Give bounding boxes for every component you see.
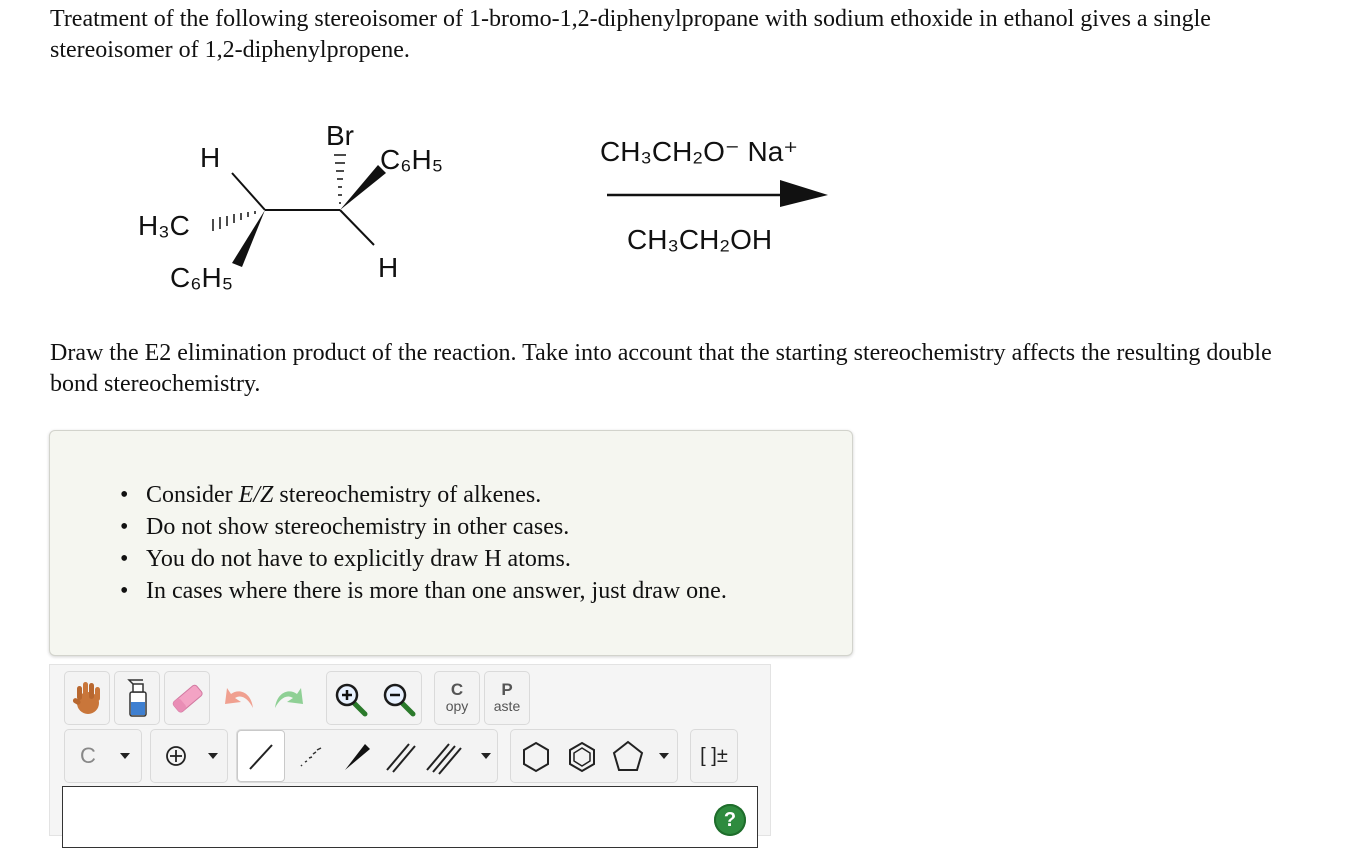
question-instruction: Draw the E2 elimination product of the reaction. Take into account that the starting stereochemistry affects the resulting double bond stereochemistry.	[50, 340, 1272, 397]
reagent-above: CH₃CH₂O⁻ Na⁺	[600, 136, 799, 167]
wedge-bond-icon[interactable]	[333, 730, 379, 782]
bond-h-left	[232, 173, 265, 210]
clear-tool-button[interactable]	[114, 671, 160, 725]
molecule-editor	[49, 664, 771, 836]
eraser-icon	[165, 672, 211, 726]
atom-tool[interactable]: C	[80, 743, 96, 768]
bond-h-right	[340, 210, 374, 245]
atom-br: Br	[326, 120, 354, 151]
hint-item: • You do not have to explicitly draw H atoms.	[146, 543, 727, 575]
zoom-out-icon[interactable]	[375, 672, 421, 724]
hint-list	[146, 479, 727, 607]
hashed-wedge-methyl	[213, 211, 255, 231]
hint-item: • In cases where there is more than one answer, just draw one.	[146, 575, 727, 607]
move-tool-button[interactable]	[64, 671, 110, 725]
cyclopentane-icon[interactable]	[603, 730, 649, 782]
reagent-below: CH₃CH₂OH	[627, 224, 773, 255]
reaction-arrow-head	[780, 180, 828, 207]
bond-group	[236, 729, 498, 783]
wedge-phenyl-left	[232, 210, 265, 267]
hint-item: • Consider E/Z stereochemistry of alkenes.	[146, 479, 727, 511]
hashed-wedge-br	[334, 155, 346, 203]
help-button[interactable]: ?	[714, 804, 746, 836]
hint-box	[49, 430, 853, 656]
hint-item: • Do not show stereochemistry in other cases.	[146, 511, 727, 543]
redo-icon	[265, 672, 311, 726]
atom-group	[64, 729, 142, 783]
ring-dropdown-caret[interactable]	[659, 753, 669, 759]
paste-button[interactable]: P aste	[484, 671, 530, 725]
charge-plus-icon[interactable]	[151, 730, 197, 782]
hashed-bond-icon[interactable]	[287, 730, 333, 782]
atom-phenyl-left: C₆H₅	[170, 262, 234, 293]
charge-group	[150, 729, 228, 783]
single-bond-tool[interactable]	[237, 730, 285, 782]
bracket-tool-button[interactable]: [ ]±	[690, 729, 738, 783]
atom-methyl: H₃C	[138, 210, 190, 241]
question-intro: Treatment of the following stereoisomer of 1-bromo-1,2-diphenylpropane with sodium ethoxide in ethanol gives a single stereoisomer of 1,2-diphenylpropene.	[50, 6, 1211, 63]
copy-button[interactable]: C opy	[434, 671, 480, 725]
drawing-canvas[interactable]	[62, 786, 758, 848]
triple-bond-icon[interactable]	[421, 730, 467, 782]
bond-dropdown-caret[interactable]	[481, 753, 491, 759]
eraser-tool-button[interactable]	[164, 671, 210, 725]
cyclohexane-icon[interactable]	[511, 730, 557, 782]
single-bond-icon	[238, 731, 284, 781]
redo-button[interactable]	[264, 671, 310, 725]
atom-h-left: H	[200, 142, 221, 173]
undo-button[interactable]	[216, 671, 262, 725]
atom-dropdown-caret[interactable]	[120, 753, 130, 759]
hand-icon	[65, 672, 111, 726]
spray-bottle-icon	[115, 672, 161, 726]
atom-h-right: H	[378, 252, 399, 283]
zoom-in-icon[interactable]	[327, 672, 373, 724]
ring-group	[510, 729, 678, 783]
reaction-scheme	[0, 95, 900, 315]
zoom-group	[326, 671, 422, 725]
double-bond-icon[interactable]	[377, 730, 423, 782]
undo-icon	[217, 672, 263, 726]
charge-dropdown-caret[interactable]	[208, 753, 218, 759]
atom-phenyl-right: C₆H₅	[380, 144, 444, 175]
benzene-icon[interactable]	[557, 730, 603, 782]
